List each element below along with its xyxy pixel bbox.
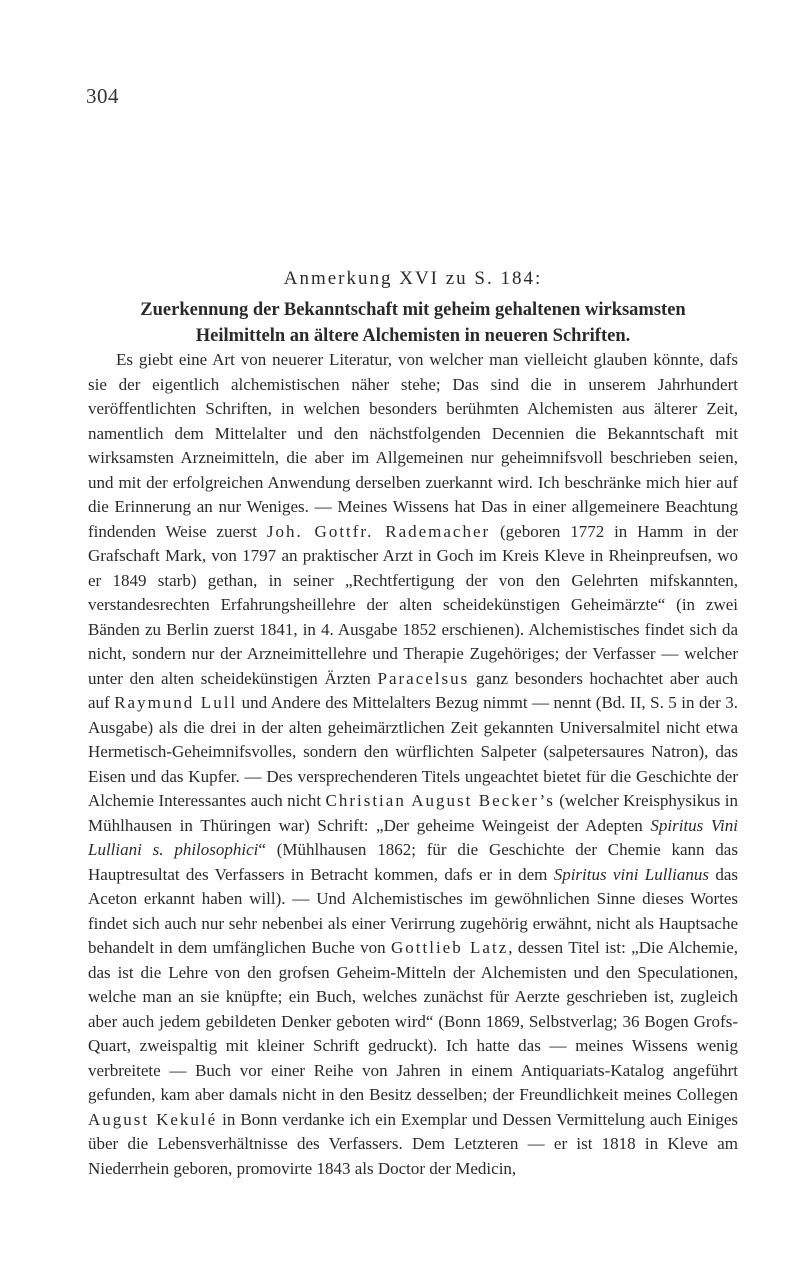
body-text-part-8: , dessen Titel ist: „Die Alchemie, das ist die Lehre von den grofsen Geheim-Mitteln der Alchemisten und den Speculationen, welche man an sie knüpfte; ein Buch, welches zunächst für Aerzte geschrieben ist, zugleich aber auch jedem gebildeten Denker geboten wird“ (Bonn 1869, Selbstverlag; 36 Bogen Grofs-Quart, zweispaltig mit kleiner Schrift gedruckt). Ich hatte das — meines Wissens wenig verbreitete — Buch vor einer Reihe von Jahren in einem Antiquariats-Katalog angeführt gefunden, kam aber damals nicht in den Besitz desselben; der Freundlichkeit meines Collegen <box>88 938 738 1104</box>
section-title <box>88 297 738 349</box>
person-name-latz: Gottlieb Latz <box>391 938 509 957</box>
body-text-part-4: und Andere des Mittelalters Bezug nimmt — nennt (Bd. II, S. 5 in der 3. Ausgabe) als die drei in der alten geheimärztlichen Zeit gekannten Universalmitel nicht etwa Hermetisch-Geheimnifsvolles, sondern den würflichten Salpeter (salpetersaures Natron), das Eisen und das Kupfer. — Des versprechenderen Titels ungeachtet bietet für die Geschichte der Alchemie Interessantes auch nicht <box>88 693 738 810</box>
person-name-becker: Christian August Becker’s <box>325 791 555 810</box>
body-text-part-7: das Aceton erkannt haben will). — Und Alchemistisches im gewöhnlichen Sinne dieses Wortes findet sich auch nur sehr nebenbei als einer Verirrung zugehörig erwähnt, nicht als Hauptsache behandelt in dem umfänglichen Buche von <box>88 864 738 957</box>
person-name-kekule: August Kekulé <box>88 1109 218 1129</box>
person-name-lull: Raymund Lull <box>114 693 238 712</box>
body-text-part-6: “ (Mühlhausen 1862; für die Geschichte der Chemie kann das Hauptresultat des Verfassers in Betracht kommen, dafs er in dem <box>88 840 738 884</box>
body-text-part-3: ganz besonders hochachtet aber auch auf <box>88 668 738 712</box>
title-line-1: Zuerkennung der Bekanntschaft mit geheim gehaltenen wirksamsten <box>140 300 686 320</box>
italic-title-spiritus: Spiritus Vini Lulliani s. philosophici <box>88 815 738 859</box>
page-number: 304 <box>86 84 119 108</box>
body-text-part-2: (geboren 1772 in Hamm in der Grafschaft Mark, von 1797 an praktischer Arzt in Goch im Kreis Kleve in Rheinpreufsen, wo er 1849 starb) gethan, in seiner „Rechtfertigung der von den Gelehrten mifskannten, verstandesrechten Erfahrungsheillehre der alten scheidekünstigen Geheimärzte“ (in zwei Bänden zu Berlin zuerst 1841, in 4. Ausgabe 1852 erschienen). Alchemistisches findet sich da nicht, sondern nur der Arzneimittellehre und Therapie Zugehöriges; der Verfasser — welcher unter den alten scheidekünstigen Ärzten <box>88 521 738 688</box>
italic-term-spiritus: Spiritus vini Lullianus <box>553 864 709 884</box>
body-text-part-1: Es giebt eine Art von neuerer Literatur, von welcher man vielleicht glauben könnte, dafs sie der eigentlich alchemistischen näher stehe; Das sind die in unserem Jahrhundert veröffentlichten Schriften, in welchen besonders berühmten Alchemisten aus älterer Zeit, namentlich dem Mittelalter und den nächstfolgenden Decennien die Bekanntschaft mit wirksamsten Arzneimitteln, die aber im Allgemeinen nur geheimnifsvoll beschrieben seien, und mit der erfolgreichen Anwendung derselben zuerkannt wird. Ich beschränke mich hier auf die Erinnerung an nur Weniges. — Meines Wissens hat Das in einer allgemeinere Beachtung findenden Weise zuerst <box>88 350 738 541</box>
body-paragraph <box>88 348 738 1181</box>
person-name-paracelsus: Paracelsus <box>377 668 470 688</box>
body-text-part-5: (welcher Kreisphysikus in Mühlhausen in Thüringen war) Schrift: „Der geheime Weingeist der Adepten <box>88 791 738 835</box>
title-line-2: Heilmitteln an ältere Alchemisten in neueren Schriften. <box>195 326 631 346</box>
note-heading: Anmerkung XVI zu S. 184: <box>283 268 543 289</box>
body-text-part-9: in Bonn verdanke ich ein Exemplar und Dessen Vermittelung auch Einiges über die Lebensverhältnisse des Verfassers. Dem Letzteren — er ist 1818 in Kleve am Niederrhein geboren, promovirte 1843 als Doctor der Medicin, <box>88 1109 738 1178</box>
person-name-rademacher: Joh. Gottfr. Rademacher <box>266 521 491 541</box>
